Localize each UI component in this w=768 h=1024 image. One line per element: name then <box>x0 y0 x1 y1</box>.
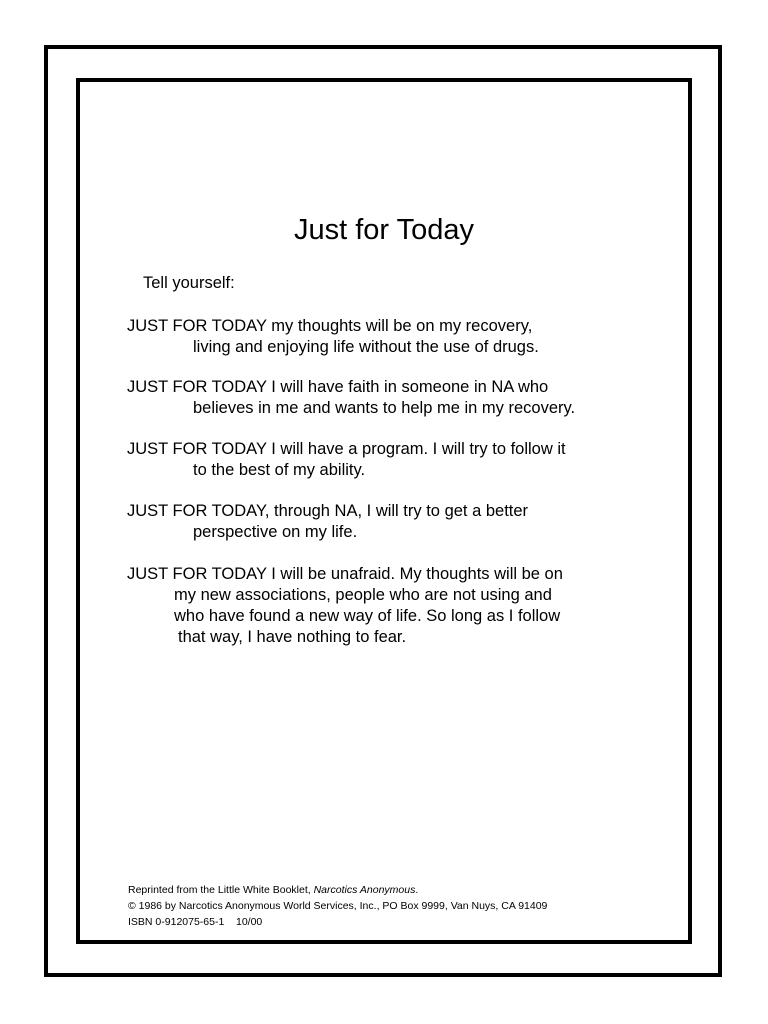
affirmation-unafraid <box>127 564 563 648</box>
footer-credits <box>128 882 547 930</box>
affirmation-line: that way, I have nothing to fear. <box>178 628 407 646</box>
isbn-notice: ISBN 0-912075-65-1 10/00 <box>128 916 263 928</box>
page-title: Just for Today <box>293 214 474 246</box>
affirmation-line: JUST FOR TODAY I will be unafraid. My thoughts will be on <box>127 565 563 583</box>
affirmation-line: who have found a new way of life. So long as I follow <box>174 607 561 625</box>
affirmation-program <box>127 439 566 481</box>
affirmation-line: living and enjoying life without the use of drugs. <box>193 338 539 356</box>
affirmation-line: my new associations, people who are not using and <box>174 586 552 604</box>
affirmation-recovery <box>127 316 539 358</box>
affirmation-line: to the best of my ability. <box>193 461 366 479</box>
affirmation-faith <box>127 377 575 419</box>
reprint-prefix: Reprinted from the Little White Booklet, <box>128 884 314 896</box>
affirmation-line: JUST FOR TODAY I will have a program. I will try to follow it <box>127 440 566 458</box>
reprint-book-title: Narcotics Anonymous <box>313 884 416 896</box>
affirmation-line: JUST FOR TODAY my thoughts will be on my recovery, <box>127 317 533 335</box>
affirmation-line: JUST FOR TODAY I will have faith in someone in NA who <box>127 378 549 396</box>
affirmation-perspective <box>127 501 528 543</box>
intro-text: Tell yourself: <box>143 274 235 292</box>
reprint-notice <box>128 882 547 898</box>
reprint-suffix: . <box>415 884 419 896</box>
affirmation-line: perspective on my life. <box>193 523 358 541</box>
affirmation-line: JUST FOR TODAY, through NA, I will try to get a better <box>127 502 529 520</box>
copyright-notice: © 1986 by Narcotics Anonymous World Services, Inc., PO Box 9999, Van Nuys, CA 91409 <box>128 900 548 912</box>
affirmation-line: believes in me and wants to help me in my recovery. <box>193 399 576 417</box>
